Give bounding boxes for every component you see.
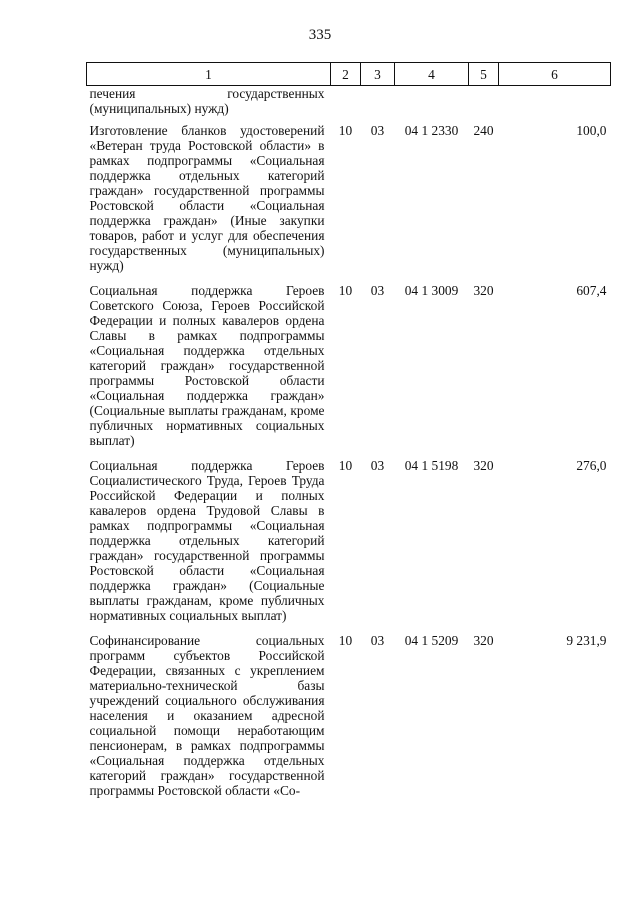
row-expense-type [469,86,499,124]
row-amount: 276,0 [576,458,607,473]
column-header-2: 2 [331,63,361,86]
row-description: Изготовление бланков удостоверений «Ветеран труда Ростовской области» в рамках подпрограммы «Социальная поддержка отдельных категорий граждан» государственной программы Ростовской области «Социальная поддержка граждан» (Иные закупки товаров, работ и услуг для обеспечения государственных (муниципальных) нужд) [89,123,325,273]
column-header-4: 4 [395,63,469,86]
column-header-3: 3 [361,63,395,86]
column-header-1: 1 [87,63,331,86]
row-target-article: 04 1 2330 [404,123,459,138]
table-row [87,283,611,458]
table-header-row [87,63,611,86]
row-amount: 9 231,9 [566,633,607,648]
row-expense-type: 320 [473,633,494,648]
page-number: 335 [308,27,332,43]
row-section: 10 [338,458,353,473]
row-description: Социальная поддержка Героев Советского Союза, Героев Российской Федерации и полных кавалеров ордена Славы в рамках подпрограммы «Социальная поддержка отдельных категорий граждан» государственной программы Ростовской области «Социальная поддержка граждан» (Социальные выплаты гражданам, кроме публичных нормативных социальных выплат) [89,283,325,448]
row-section: 10 [338,633,353,648]
row-subsection: 03 [370,123,385,138]
column-header-6: 6 [499,63,611,86]
row-target-article: 04 1 5209 [404,633,459,648]
row-target-article: 04 1 5198 [404,458,459,473]
row-section: 10 [338,123,353,138]
row-expense-type: 320 [473,458,494,473]
column-header-5: 5 [469,63,499,86]
table-row [87,633,611,808]
row-amount [499,86,611,124]
row-amount: 607,4 [576,283,607,298]
row-expense-type: 240 [473,123,494,138]
row-section: 10 [338,283,353,298]
row-subsection: 03 [370,283,385,298]
table-row [87,86,611,124]
row-description: Софинансирование социальных программ субъектов Российской Федерации, связанных с укреплением материально-технической базы учреждений социального обслуживания населения и оказанием адресной социальной помощи неработающим пенсионерам, в рамках подпрограммы «Социальная поддержка отдельных категорий граждан» государственной программы Ростовской области «Со- [89,633,325,798]
table-row [87,123,611,283]
row-section [331,86,361,124]
row-amount: 100,0 [576,123,607,138]
row-expense-type: 320 [473,283,494,298]
budget-table [86,62,611,808]
row-target-article: 04 1 3009 [404,283,459,298]
row-subsection [361,86,395,124]
row-subsection: 03 [370,458,385,473]
row-description: Социальная поддержка Героев Социалистического Труда, Героев Труда Российской Федерации и полных кавалеров ордена Трудовой Славы в рамках подпрограммы «Социальная поддержка отдельных категорий граждан» государственной программы Ростовской области «Социальная поддержка граждан» (Социальные выплаты гражданам, кроме публичных нормативных социальных выплат) [89,458,325,623]
table-row [87,458,611,633]
row-target-article [395,86,469,124]
row-description: печения государственных (муниципальных) нужд) [89,86,325,116]
row-subsection: 03 [370,633,385,648]
